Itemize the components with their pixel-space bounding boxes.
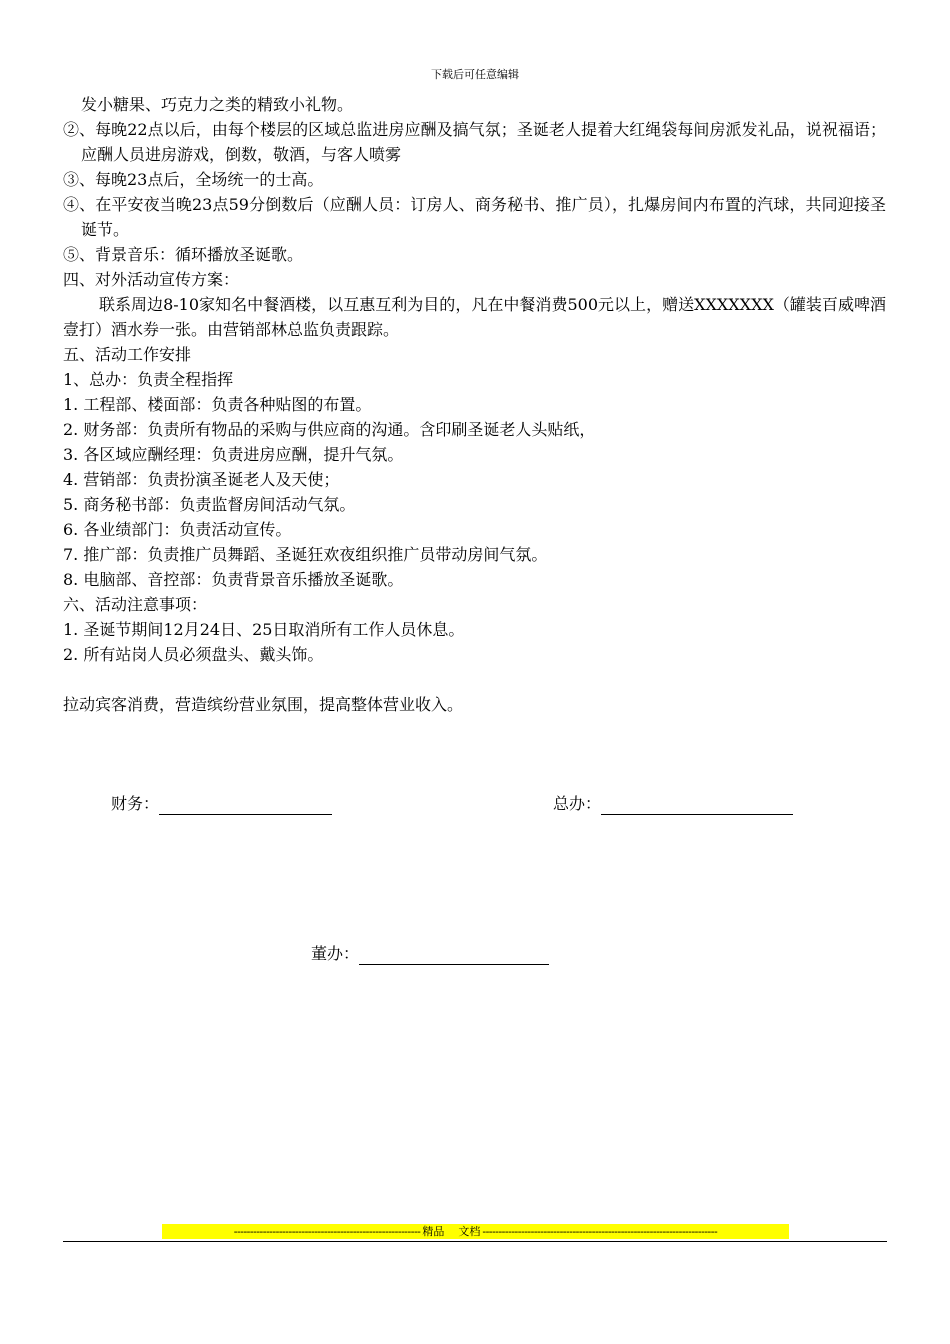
- general-office-signature: [553, 793, 793, 815]
- general-office-label: 总办：: [553, 794, 602, 813]
- document-body: [63, 92, 886, 717]
- paragraph-line: ②、每晚22点以后，由每个楼层的区域总监进房应酬及搞气氛；圣诞老人提着大红绳袋每间房派发礼品，说祝福语；应酬人员进房游戏，倒数，敬酒，与客人喷雾: [63, 120, 886, 164]
- page-header: 下载后可任意编辑: [431, 68, 519, 81]
- blank-line: [63, 667, 886, 692]
- board-office-signature: [311, 943, 549, 965]
- finance-signature-line: [159, 796, 332, 815]
- list-item: 2. 所有站岗人员必须盘头、戴头饰。: [63, 645, 324, 664]
- footer-text-1: 精品: [422, 1225, 445, 1238]
- list-item: 4. 营销部：负责扮演圣诞老人及天使；: [63, 470, 340, 489]
- section-heading: 五、活动工作安排: [63, 345, 192, 364]
- list-item: 1、总办：负责全程指挥: [63, 370, 234, 389]
- footer-dashes-left: ----------------------------------------------------------: [233, 1225, 421, 1238]
- list-item: 7. 推广部：负责推广员舞蹈、圣诞狂欢夜组织推广员带动房间气氛。: [63, 545, 548, 564]
- paragraph-line: ③、每晚23点后，全场统一的士高。: [63, 170, 324, 189]
- general-office-signature-line: [601, 796, 793, 815]
- paragraph-line: 拉动宾客消费，营造缤纷营业氛围，提高整体营业收入。: [63, 695, 464, 714]
- board-office-signature-line: [359, 946, 549, 965]
- board-office-label: 董办：: [311, 944, 360, 963]
- list-item: 1. 工程部、楼面部：负责各种贴图的布置。: [63, 395, 372, 414]
- footer-dashes-right: -------------------------------------------------------------------------: [482, 1225, 718, 1238]
- paragraph-line: ④、在平安夜当晚23点59分倒数后（应酬人员：订房人、商务秘书、推广员），扎爆房间内布置的汽球，共同迎接圣诞节。: [63, 195, 886, 239]
- list-item: 2. 财务部：负责所有物品的采购与供应商的沟通。含印刷圣诞老人头贴纸，: [63, 420, 596, 439]
- list-item: 6. 各业绩部门：负责活动宣传。: [63, 520, 292, 539]
- section-heading: 六、活动注意事项：: [63, 595, 208, 614]
- finance-label: 财务：: [111, 794, 160, 813]
- section-heading: 四、对外活动宣传方案：: [63, 270, 240, 289]
- footer-banner: [162, 1224, 789, 1239]
- list-item: 3. 各区域应酬经理：负责进房应酬，提升气氛。: [63, 445, 404, 464]
- list-item: 5. 商务秘书部：负责监督房间活动气氛。: [63, 495, 356, 514]
- list-item: 1. 圣诞节期间12月24日、25日取消所有工作人员休息。: [63, 620, 465, 639]
- paragraph-line: 发小糖果、巧克力之类的精致小礼物。: [81, 95, 354, 114]
- footer-rule: [63, 1241, 887, 1242]
- footer-text-2: 文档: [458, 1225, 481, 1238]
- finance-signature: [111, 793, 332, 815]
- paragraph-line: 联系周边8-10家知名中餐酒楼，以互惠互利为目的，凡在中餐消费500元以上，赠送XXXXXXX（罐装百威啤酒壹打）酒水券一张。由营销部林总监负责跟踪。: [63, 295, 886, 339]
- list-item: 8. 电脑部、音控部：负责背景音乐播放圣诞歌。: [63, 570, 404, 589]
- paragraph-line: ⑤、背景音乐：循环播放圣诞歌。: [63, 245, 304, 264]
